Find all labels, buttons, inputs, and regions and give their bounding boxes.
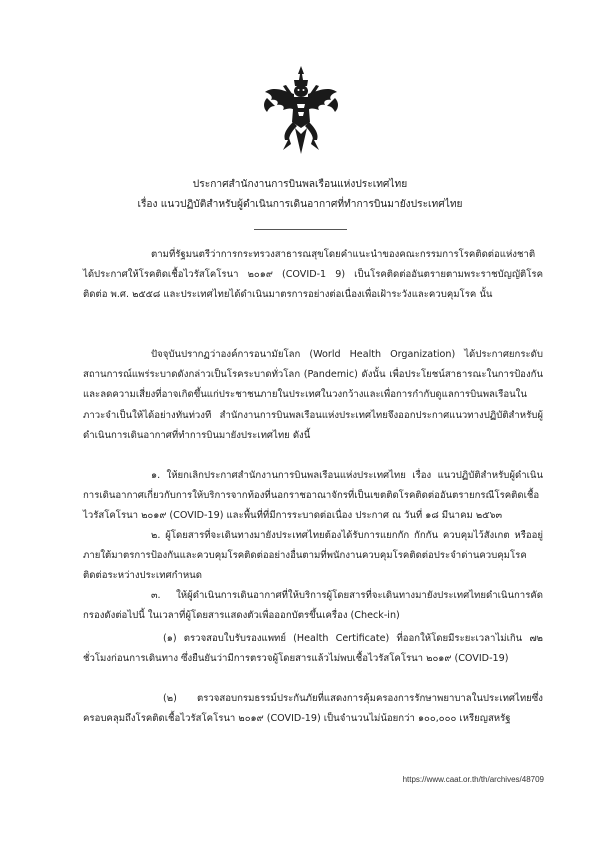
paragraph-subitem-1: (๑) ตรวจสอบใบรับรองแพทย์ (Health Certificate) ที่ออกให้โดยมีระยะเวลาไม่เกิน ๗๒ ชั่วโมงก่อนการเดินทาง ซึ่งยืนยันว่ามีการตรวจผู้โดยสารแล้วไม่พบเชื้อไวรัสโคโรนา ๒๐๑๙ (COVID-19) xyxy=(83,633,543,665)
paragraph-subitem-2: (๒) ตรวจสอบกรมธรรม์ประกันภัยที่แสดงการคุ้มครองการรักษาพยาบาลในประเทศไทยซึ่งครอบคลุมถึงโรคติดเชื้อไวรัสโคโรนา ๒๐๑๙ (COVID-19) เป็นจำนวนไม่น้อยกว่า ๑๐๐,๐๐๐ เหรียญสหรัฐ xyxy=(83,693,543,725)
announcement-subject: เรื่อง แนวปฏิบัติสำหรับผู้ดำเนินการเดินอากาศที่ทำการบินมายังประเทศไทย xyxy=(137,199,463,210)
paragraph-item-2: ๒. ผู้โดยสารที่จะเดินทางมายังประเทศไทยต้องได้รับการแยกกัก กักกัน ควบคุมไว้สังเกต หรืออยู่ภายใต้มาตรการป้องกันและควบคุมโรคติดต่ออย่างอื่นตามที่พนักงานควบคุมโรคติดต่อประจำด่านควบคุมโรคติดต่อระหว่างประเทศกำหนด xyxy=(83,530,543,582)
garuda-emblem-icon xyxy=(261,64,341,156)
title-divider xyxy=(254,229,347,230)
paragraph-preamble: ตามที่รัฐมนตรีว่าการกระทรวงสาธารณสุขโดยคำแนะนำของคณะกรรมการโรคติดต่อแห่งชาติ ได้ประกาศให้โรคติดเชื้อไวรัสโคโรนา ๒๐๑๙ (COVID-1 9) เป็นโรคติดต่ออันตรายตามพระราชบัญญัติโรคติดต่อ พ.ศ. ๒๕๕๘ และประเทศไทยได้ดำเนินมาตรการอย่างต่อเนื่องเพื่อเฝ้าระวังและควบคุมโรค นั้น xyxy=(83,249,543,301)
paragraph-background: ปัจจุบันปรากฏว่าองค์การอนามัยโลก (World Health Organization) ได้ประกาศยกระดับสถานการณ์แพร่ระบาดดังกล่าวเป็นโรคระบาดทั่วโลก (Pandemic) ดังนั้น เพื่อประโยชน์สาธารณะในการป้องกันและลดความเสี่ยงที่อาจเกิดขึ้นแก่ประชาชนภายในประเทศในวงกว้างและเพื่อการกำกับดูแลการบินพลเรือนในภาวะจำเป็นให้ได้อย่างทันท่วงที สำนักงานการบินพลเรือนแห่งประเทศไทยจึงออกประกาศแนวทางปฏิบัติสำหรับผู้ดำเนินการเดินอากาศที่ทำการบินมายังประเทศไทย ดังนี้ xyxy=(83,349,543,441)
paragraph-item-1: ๑. ให้ยกเลิกประกาศสำนักงานการบินพลเรือนแห่งประเทศไทย เรื่อง แนวปฏิบัติสำหรับผู้ดำเนินการเดินอากาศเกี่ยวกับการให้บริการจากท้องที่นอกราชอาณาจักรที่เป็นเขตติดโรคติดต่ออันตรายกรณีโรคติดเชื้อไวรัสโคโรนา ๒๐๑๙ (COVID-19) และพื้นที่ที่มีการระบาดต่อเนื่อง ประกาศ ณ วันที่ ๑๘ มีนาคม ๒๕๖๓ xyxy=(83,470,543,522)
announcement-title: ประกาศสำนักงานการบินพลเรือนแห่งประเทศไทย xyxy=(192,179,408,190)
paragraph-item-3: ๓. ให้ผู้ดำเนินการเดินอากาศที่ให้บริการผู้โดยสารที่จะเดินทางมายังประเทศไทยดำเนินการคัดกรองดังต่อไปนี้ ในเวลาที่ผู้โดยสารแสดงตัวเพื่อออกบัตรขึ้นเครื่อง (Check-in) xyxy=(83,590,543,622)
source-url: https://www.caat.or.th/th/archives/48709 xyxy=(402,775,544,784)
